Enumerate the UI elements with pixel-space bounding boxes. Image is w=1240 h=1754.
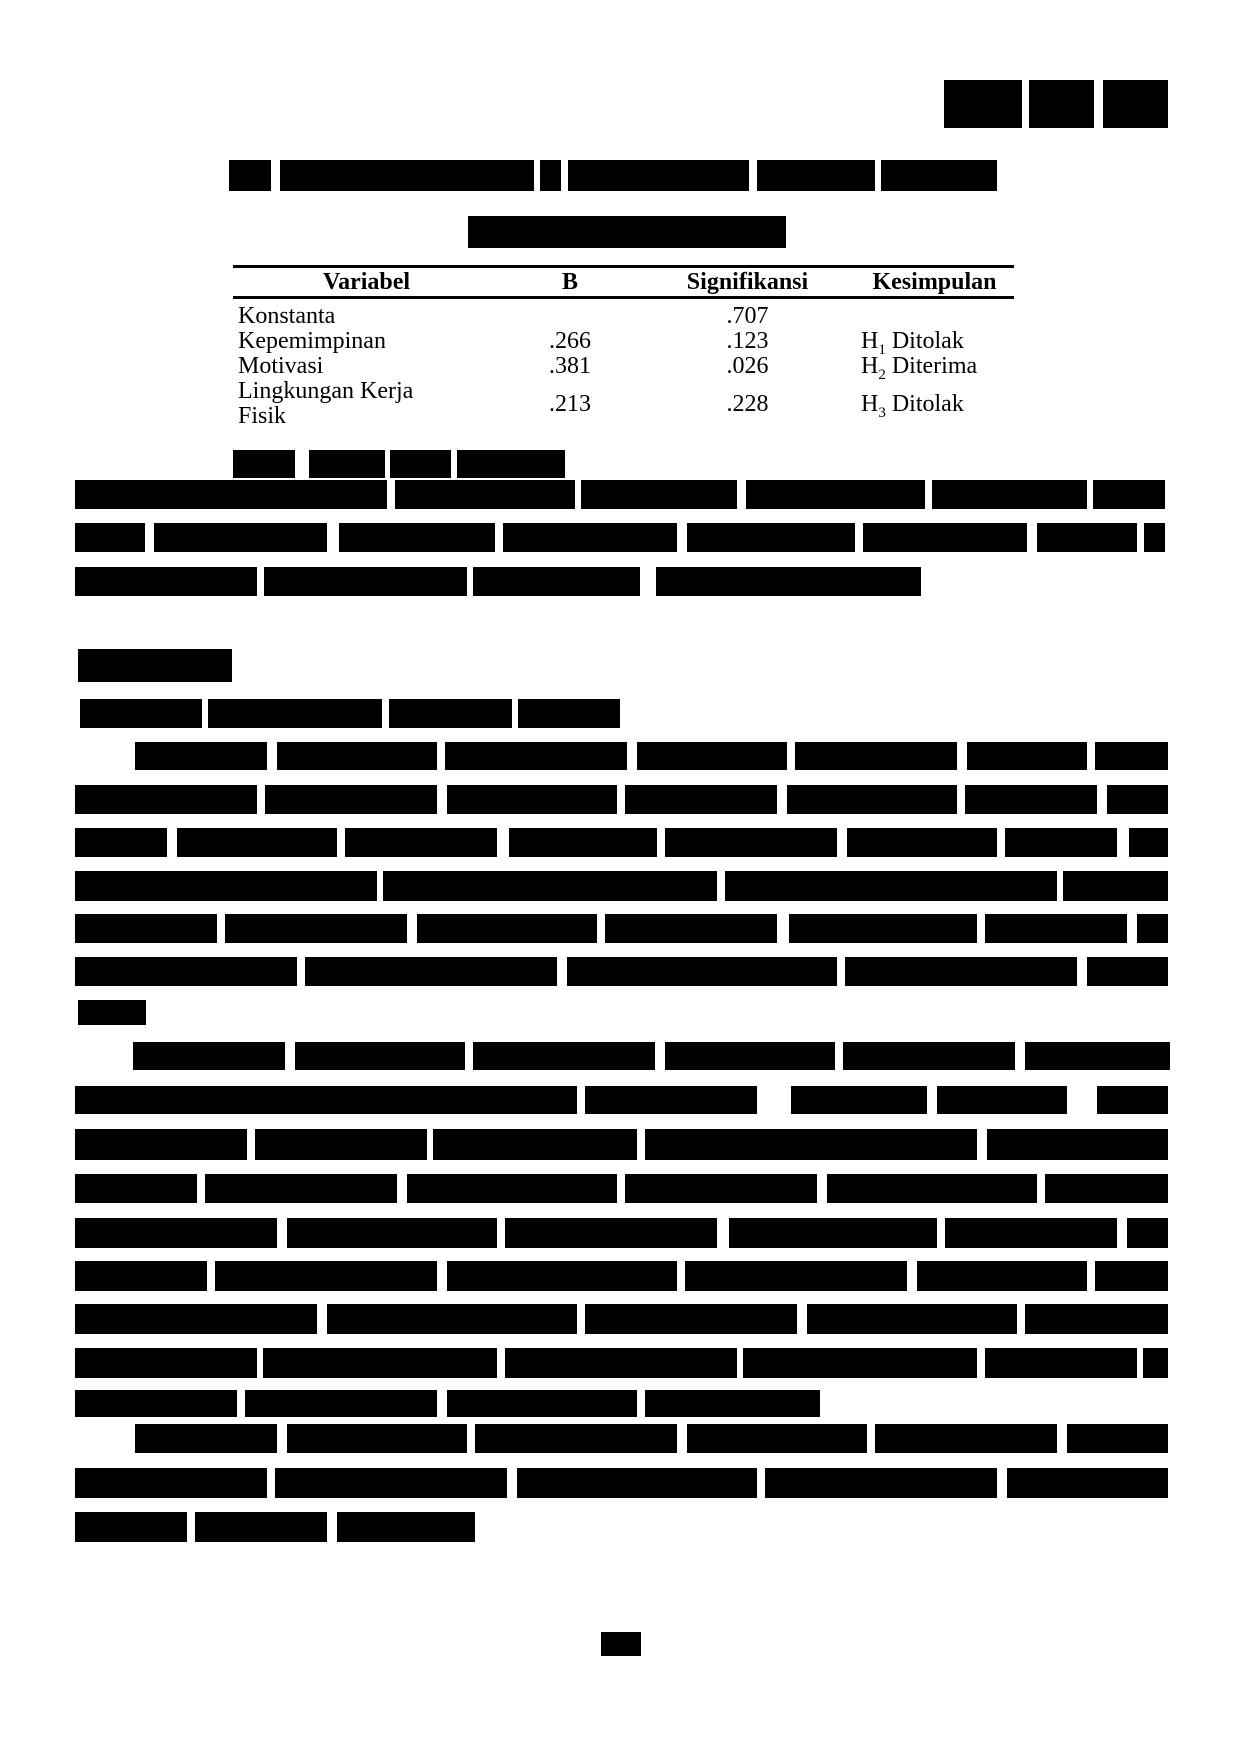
redaction-word-gap	[437, 785, 447, 814]
p3-line8-redacted	[75, 1348, 1168, 1378]
cell-variabel-line1: Lingkungan Kerja	[238, 378, 414, 404]
cell-sig: .707	[726, 303, 769, 329]
redaction-word-gap	[597, 914, 605, 943]
redaction-word-gap	[757, 1468, 765, 1498]
redaction-word-gap	[267, 1468, 275, 1498]
redaction-word-gap	[512, 699, 518, 728]
redaction-word-gap	[145, 523, 154, 552]
cell-b	[500, 304, 640, 329]
p2-line6-redacted	[75, 957, 1168, 986]
redaction-word-gap	[497, 828, 509, 857]
redaction-word-gap	[977, 914, 985, 943]
redaction-word-gap	[277, 1424, 287, 1453]
redaction-word-gap	[677, 1261, 685, 1291]
redaction-word-gap	[407, 914, 417, 943]
redaction-word-gap	[197, 1174, 205, 1203]
redaction-word-gap	[575, 480, 581, 509]
redaction-word-gap	[437, 1390, 447, 1417]
redaction-word-gap	[937, 1218, 945, 1248]
redaction-word-gap	[247, 1129, 255, 1160]
p1-line2-redacted	[75, 523, 1165, 552]
redaction-word-gap	[1017, 1304, 1025, 1334]
redaction-word-gap	[1137, 1348, 1143, 1378]
redaction-word-gap	[437, 742, 445, 770]
p3-line1-redacted	[133, 1042, 1170, 1070]
redaction-word-gap	[1097, 785, 1107, 814]
redaction-word-gap	[202, 699, 208, 728]
redaction-word-gap	[717, 1218, 729, 1248]
table-row	[233, 353, 1014, 383]
redaction-word-gap	[397, 1174, 407, 1203]
p2-line1-redacted	[135, 742, 1168, 770]
redaction-word-gap	[1027, 523, 1037, 552]
p1-line3-redacted	[75, 567, 921, 596]
cell-b: .213	[549, 391, 591, 417]
redaction-word-gap	[997, 828, 1005, 857]
p4-line2-redacted	[75, 1468, 1168, 1498]
redaction-word-gap	[317, 1304, 327, 1334]
redaction-word-gap	[507, 1468, 517, 1498]
redaction-word-gap	[257, 567, 264, 596]
col-header-signifikansi: Signifikansi	[686, 269, 809, 295]
p1-line1-redacted	[75, 480, 1165, 509]
redaction-word-gap	[337, 828, 345, 857]
p4-line3-redacted	[75, 1512, 475, 1542]
cell-variabel-line2: Fisik	[238, 403, 287, 429]
cell-variabel	[233, 379, 500, 429]
p3-line9-redacted	[75, 1390, 820, 1417]
redaction-word-gap	[1022, 80, 1029, 128]
p2-line3-redacted	[75, 828, 1168, 857]
redaction-word-gap	[637, 1390, 645, 1417]
redaction-word-gap	[534, 160, 540, 191]
cell-sig: .026	[726, 353, 769, 379]
title-line-2-redacted	[468, 216, 786, 248]
redaction-word-gap	[257, 785, 265, 814]
redaction-word-gap	[1057, 1424, 1067, 1453]
col-header-kesimpulan: Kesimpulan	[872, 269, 997, 295]
cell-kesimpulan	[855, 379, 1014, 429]
cell-b: .381	[549, 353, 591, 379]
table-body	[233, 304, 1014, 429]
redaction-word-gap	[577, 1304, 585, 1334]
redaction-word-gap	[907, 1261, 917, 1291]
redaction-word-gap	[577, 1086, 585, 1114]
redaction-word-gap	[797, 1304, 807, 1334]
hypothesis-verdict: Ditolak	[891, 328, 964, 354]
redaction-word-gap	[271, 160, 280, 191]
redaction-word-gap	[267, 742, 277, 770]
source-note-redacted	[233, 450, 565, 478]
redaction-word-gap	[1087, 1261, 1095, 1291]
redaction-word-gap	[387, 480, 395, 509]
p3-line3-redacted	[75, 1129, 1168, 1160]
redaction-word-gap	[187, 1512, 195, 1542]
redaction-word-gap	[777, 914, 789, 943]
hypothesis-symbol: H	[861, 353, 879, 379]
cell-sig: .228	[726, 391, 769, 417]
p3-line7-redacted	[75, 1304, 1168, 1334]
subheading-redacted	[80, 699, 620, 728]
p3-line5-redacted	[75, 1218, 1168, 1248]
hypothesis-symbol: H	[861, 391, 879, 417]
redaction-word-gap	[277, 1218, 287, 1248]
redaction-word-gap	[1137, 523, 1144, 552]
redaction-word-gap	[557, 957, 567, 986]
redaction-word-gap	[855, 523, 863, 552]
redaction-word-gap	[297, 957, 305, 986]
table-row	[233, 304, 1014, 329]
p3-line6-redacted	[75, 1261, 1168, 1291]
redaction-word-gap	[1087, 480, 1093, 509]
redaction-word-gap	[1015, 1042, 1025, 1070]
redaction-word-gap	[285, 1042, 295, 1070]
hypothesis-subscript: 1	[878, 341, 886, 358]
redaction-word-gap	[637, 1129, 645, 1160]
redaction-word-gap	[1117, 1218, 1127, 1248]
redaction-word-gap	[257, 1348, 263, 1378]
section-heading-redacted	[78, 649, 232, 682]
redaction-word-gap	[627, 742, 637, 770]
redaction-word-gap	[837, 828, 847, 857]
redaction-word-gap	[817, 1174, 827, 1203]
redaction-word-gap	[385, 450, 390, 478]
p4-line1-redacted	[135, 1424, 1168, 1453]
redaction-word-gap	[875, 160, 881, 191]
redaction-word-gap	[657, 828, 665, 857]
redaction-word-gap	[835, 1042, 843, 1070]
redaction-word-gap	[640, 567, 656, 596]
page-number-redacted	[601, 1632, 641, 1656]
redaction-word-gap	[757, 1086, 791, 1114]
cell-kesimpulan	[855, 328, 1014, 358]
redaction-word-gap	[737, 480, 746, 509]
redaction-word-gap	[1037, 1174, 1045, 1203]
title-line-1-redacted	[229, 160, 997, 191]
redaction-word-gap	[561, 160, 568, 191]
cell-kesimpulan	[855, 304, 1014, 329]
table-header-rule	[233, 296, 1014, 299]
table-row	[233, 328, 1014, 358]
redaction-word-gap	[1094, 80, 1103, 128]
redaction-word-gap	[1127, 914, 1137, 943]
hypothesis-verdict: Diterima	[891, 353, 978, 379]
redaction-word-gap	[655, 1042, 665, 1070]
redaction-word-gap	[327, 523, 339, 552]
redaction-word-gap	[1087, 742, 1095, 770]
hypothesis-subscript: 2	[878, 366, 886, 383]
p2-line4-redacted	[75, 871, 1168, 901]
cell-kesimpulan	[855, 353, 1014, 383]
results-table	[233, 265, 1014, 429]
redaction-word-gap	[997, 1468, 1007, 1498]
col-header-variabel: Variabel	[322, 269, 411, 295]
redaction-word-gap	[737, 1348, 743, 1378]
p3-line4-redacted	[75, 1174, 1168, 1203]
redaction-word-gap	[497, 1348, 505, 1378]
redaction-word-gap	[957, 742, 967, 770]
p2-line7-redacted	[78, 1000, 146, 1025]
table-row	[233, 379, 1014, 429]
redaction-word-gap	[787, 742, 795, 770]
redaction-word-gap	[749, 160, 757, 191]
redaction-word-gap	[451, 450, 457, 478]
p3-line2-redacted	[75, 1086, 1168, 1114]
hypothesis-subscript: 3	[878, 404, 886, 421]
cell-variabel: Kepemimpinan	[238, 328, 386, 354]
hypothesis-verdict: Ditolak	[891, 391, 964, 417]
table-top-rule	[233, 265, 1014, 268]
redaction-word-gap	[1117, 828, 1129, 857]
cell-variabel: Motivasi	[238, 353, 324, 379]
redaction-word-gap	[677, 523, 687, 552]
redaction-word-gap	[617, 785, 625, 814]
redaction-word-gap	[1077, 957, 1087, 986]
redaction-word-gap	[977, 1129, 987, 1160]
redaction-word-gap	[867, 1424, 875, 1453]
redaction-word-gap	[382, 699, 389, 728]
redaction-word-gap	[1067, 1086, 1097, 1114]
hypothesis-symbol: H	[861, 328, 879, 354]
redaction-word-gap	[467, 567, 473, 596]
redaction-word-gap	[237, 1390, 245, 1417]
redaction-word-gap	[465, 1042, 473, 1070]
redaction-word-gap	[495, 523, 503, 552]
redaction-word-gap	[717, 871, 725, 901]
cell-sig: .123	[726, 328, 769, 354]
redaction-word-gap	[497, 1218, 505, 1248]
redaction-word-gap	[677, 1424, 687, 1453]
redaction-word-gap	[617, 1174, 625, 1203]
table-header-row	[233, 269, 1014, 295]
redaction-word-gap	[427, 1129, 433, 1160]
redaction-word-gap	[437, 1261, 447, 1291]
col-header-b: B	[561, 269, 578, 295]
redaction-word-gap	[217, 914, 225, 943]
redaction-word-gap	[167, 828, 177, 857]
cell-b: .266	[549, 328, 591, 354]
redaction-word-gap	[777, 785, 787, 814]
redaction-word-gap	[1057, 871, 1063, 901]
redaction-word-gap	[295, 450, 309, 478]
redaction-word-gap	[925, 480, 932, 509]
redaction-word-gap	[207, 1261, 215, 1291]
p2-line2-redacted	[75, 785, 1168, 814]
redaction-word-gap	[957, 785, 965, 814]
redaction-word-gap	[977, 1348, 985, 1378]
redaction-word-gap	[467, 1424, 475, 1453]
p2-line5-redacted	[75, 914, 1168, 943]
cell-variabel: Konstanta	[238, 303, 336, 329]
redaction-word-gap	[837, 957, 845, 986]
redaction-word-gap	[927, 1086, 937, 1114]
redaction-word-gap	[377, 871, 383, 901]
redaction-word-gap	[327, 1512, 337, 1542]
page-header-redacted	[944, 80, 1168, 128]
